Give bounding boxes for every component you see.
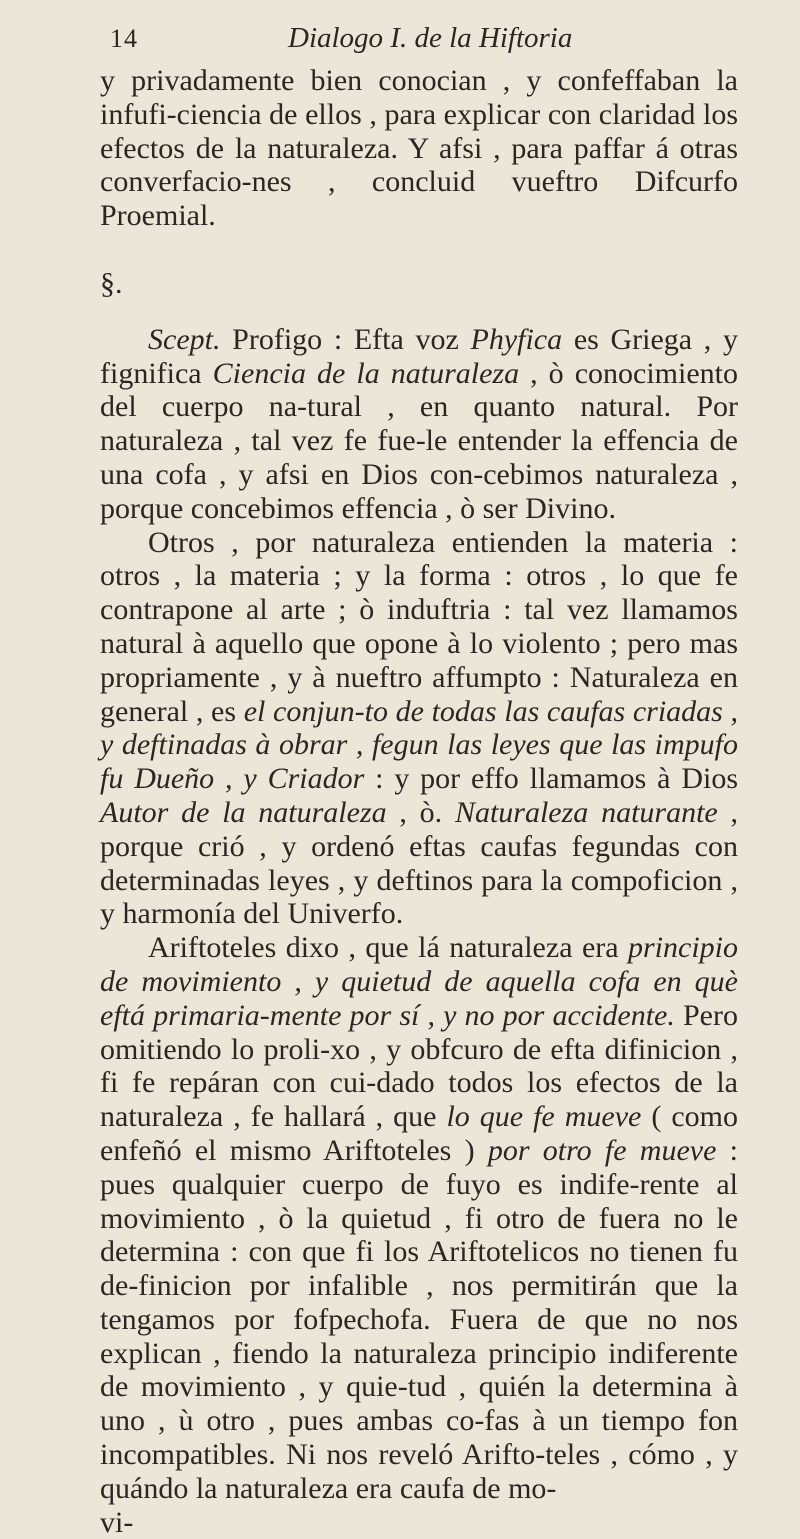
text-run: ( como enfeñó el mismo Ariftoteles ) xyxy=(100,1100,738,1167)
paragraph xyxy=(100,323,738,526)
italic-text: Autor de la naturaleza xyxy=(100,795,387,829)
italic-text: el conjun-to de todas las caufas criadas , y deftinadas à obrar , fegun las leyes que las impufo fu Dueño , y Criador xyxy=(100,694,738,796)
italic-text: principio de movimiento , y quietud de aquella cofa en què eftá primaria-mente por sí , y no por accidente. xyxy=(100,931,738,1032)
italic-text: lo que fe mueve xyxy=(446,1100,642,1134)
text-run: Otros , por naturaleza entienden la materia : otros , la materia ; y la forma : otros , lo que fe contrapone al arte ; ò induftria : tal vez llamamos natural à aquello que opone à lo violento ; pero mas propriamente , y à nueftro affumpto : Naturaleza en general , es xyxy=(100,525,738,728)
section-mark: §. xyxy=(100,266,123,300)
text-run: , ò. xyxy=(386,795,455,829)
page-number: 14 xyxy=(110,24,138,53)
text-run: y privadamente bien conocian , y confeffaban la infufi-ciencia de ellos , para explicar con claridad los efectos de la naturaleza. Y afsi , para paffar á otras converfacio-nes , concluid vueftro Difcurfo Proemial. xyxy=(100,64,738,233)
paragraph xyxy=(100,64,738,233)
italic-text: Ciencia de la naturaleza xyxy=(212,356,520,390)
catchword: vi- xyxy=(100,1505,134,1539)
italic-text: Naturaleza naturante xyxy=(454,795,718,829)
italic-text: Phyfica xyxy=(470,322,563,356)
text-run: : y por effo llamamos à Dios xyxy=(364,762,738,796)
italic-text: Scept. xyxy=(148,322,221,356)
italic-text: por otro fe mueve xyxy=(487,1133,717,1167)
text-run: Ariftoteles dixo , que lá naturaleza era xyxy=(148,931,628,965)
running-title: Dialogo I. de la Hiftoria xyxy=(288,22,573,54)
text-run: Profigo : Efta voz xyxy=(220,322,471,356)
opening-paragraphs xyxy=(100,64,738,233)
text-run: , ò conocimiento del cuerpo na-tural , en quanto natural. Por naturaleza , tal vez fe fue-le entender la effencia de una cofa , y afsi en Dios con-cebimos naturaleza , porque concebimos effencia , ò ser Divino. xyxy=(100,356,739,525)
text-run: , porque crió , y ordenó eftas caufas fegundas con determinadas leyes , y deftinos para la compoficion , y harmonía del Univerfo. xyxy=(100,795,739,931)
text-run: es Griega , y fignifica xyxy=(100,322,738,390)
paragraph xyxy=(100,526,738,932)
body-text xyxy=(100,64,738,1539)
text-run: : pues qualquier cuerpo de fuyo es indife-rente al movimiento , ò la quietud , fi otro de fuera no le determina : con que fi los Ariftotelicos no tienen fu de-finicion por infalible , nos permitirán que la tengamos por fofpechofa. Fuera de que no nos explican , fiendo la naturaleza principio indiferente de movimiento , y quie-tud , quién la determina à uno , ù otro , pues ambas co-fas à un tiempo fon incompatibles. Ni nos reveló Arifto-teles , cómo , y quándo la naturaleza era caufa de mo- xyxy=(100,1133,738,1505)
paragraph xyxy=(100,931,738,1506)
text-run: Pero omitiendo lo proli-xo , y obfcuro de efta difinicion , fi fe repáran con cui-dado todos los efectos de la naturaleza , fe hallará , que xyxy=(100,998,738,1134)
section-paragraphs xyxy=(100,323,738,1506)
page-header xyxy=(100,22,738,64)
